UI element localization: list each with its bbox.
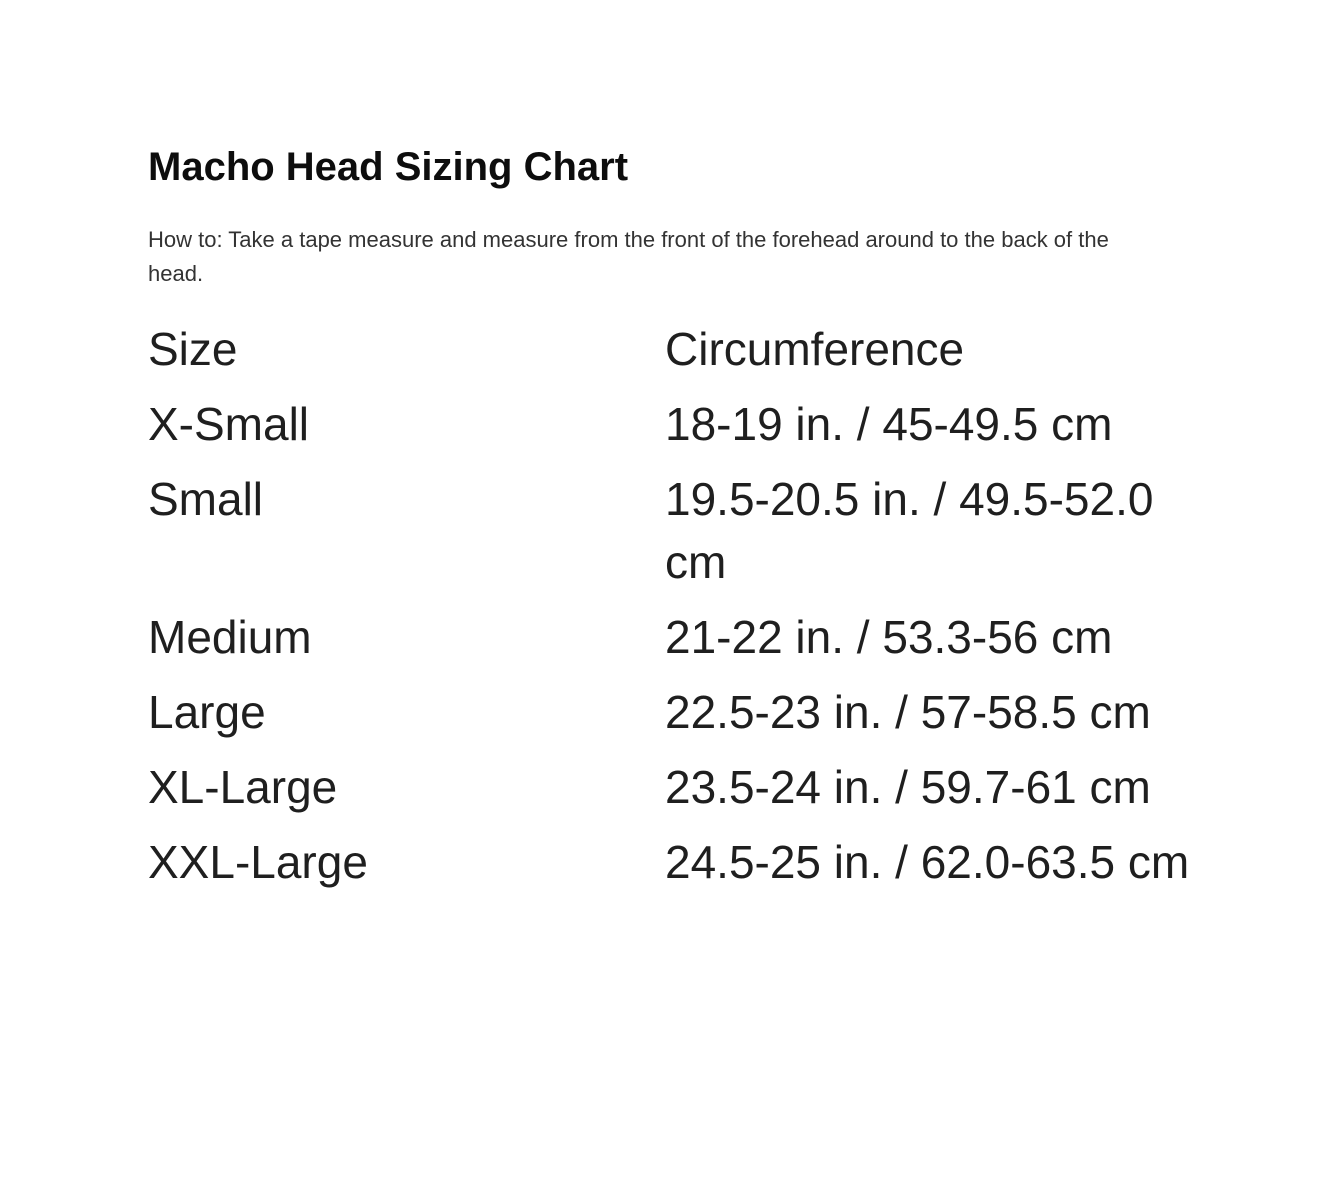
column-header-size: Size bbox=[148, 323, 238, 375]
size-cell: Medium bbox=[148, 611, 312, 663]
table-row bbox=[148, 681, 1205, 756]
circumference-cell: 19.5-20.5 in. / 49.5-52.0 cm bbox=[665, 473, 1154, 588]
size-cell: X-Small bbox=[148, 398, 310, 450]
circumference-cell: 21-22 in. / 53.3-56 cm bbox=[665, 611, 1113, 663]
circumference-cell: 22.5-23 in. / 57-58.5 cm bbox=[665, 686, 1151, 738]
circumference-cell: 24.5-25 in. / 62.0-63.5 cm bbox=[665, 836, 1190, 888]
size-cell: Small bbox=[148, 473, 264, 525]
sizing-table bbox=[148, 318, 1205, 906]
size-cell: XL-Large bbox=[148, 761, 338, 813]
circumference-cell: 18-19 in. / 45-49.5 cm bbox=[665, 398, 1113, 450]
table-row bbox=[148, 468, 1205, 606]
table-row bbox=[148, 756, 1205, 831]
page-title: Macho Head Sizing Chart bbox=[148, 145, 629, 189]
table-row bbox=[148, 606, 1205, 681]
how-to-instructions: How to: Take a tape measure and measure from the front of the forehead around to the back of the head. bbox=[148, 227, 1109, 286]
header-row bbox=[148, 318, 1205, 393]
table-row bbox=[148, 393, 1205, 468]
size-cell: XXL-Large bbox=[148, 836, 368, 888]
size-cell: Large bbox=[148, 686, 266, 738]
table-row bbox=[148, 831, 1205, 906]
column-header-circumference: Circumference bbox=[665, 323, 965, 375]
circumference-cell: 23.5-24 in. / 59.7-61 cm bbox=[665, 761, 1151, 813]
